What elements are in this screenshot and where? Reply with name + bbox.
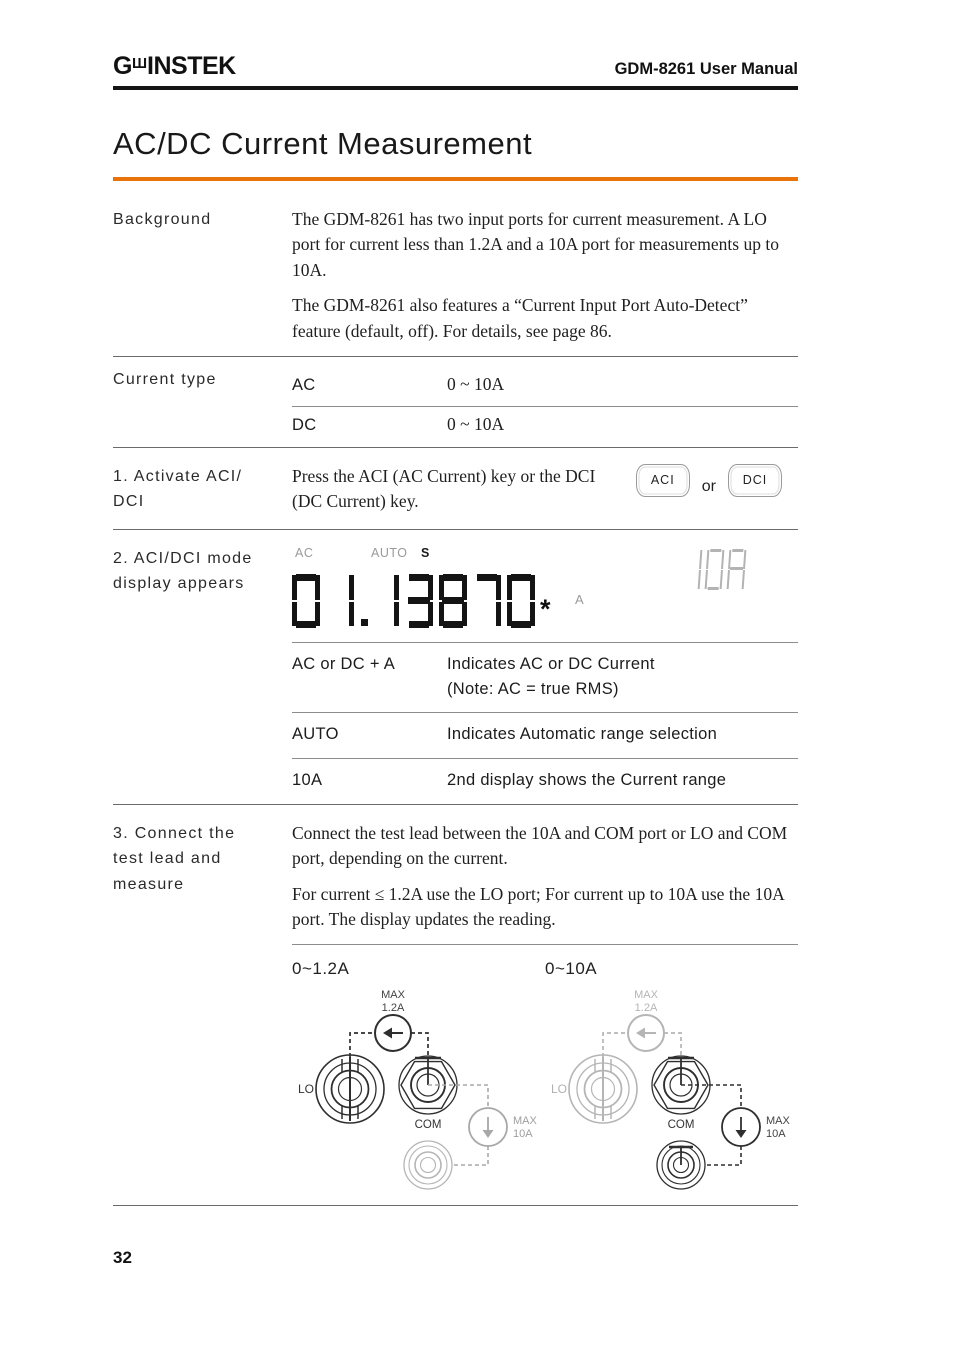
- ammeter-10a: [469, 1108, 538, 1146]
- step3-para1: Connect the test lead between the 10A and COM port or LO and COM port, depending on the current.: [292, 822, 788, 869]
- or-label: or: [701, 477, 716, 495]
- svg-text:10A: 10A: [766, 1128, 786, 1141]
- term: AC or DC + A: [292, 654, 396, 673]
- step3-section: [113, 821, 798, 1196]
- diagram-high-graphic: [545, 987, 798, 1195]
- diagram-high-label: 0~10A: [545, 959, 598, 979]
- term: AUTO: [292, 725, 339, 744]
- connection-diagrams: [292, 959, 798, 1195]
- unit-indicator: A: [575, 591, 585, 607]
- table-row: [292, 713, 798, 759]
- step2-section: [113, 546, 798, 804]
- gwinstek-logo: [113, 52, 236, 81]
- page-header: [113, 0, 798, 81]
- description: Indicates AC or DC Current (Note: AC = true RMS): [447, 654, 655, 698]
- annunciator-auto: AUTO: [371, 545, 408, 560]
- connection-diagram-low: [292, 959, 545, 1195]
- current-type-ac: AC: [292, 375, 316, 394]
- section-divider: [113, 529, 798, 530]
- background-para2: The GDM-8261 also features a “Current Input Port Auto-Detect” feature (default, off). For details, see page 86.: [292, 295, 748, 341]
- logo-instek: INSTEK: [147, 52, 236, 80]
- svg-text:1.2A: 1.2A: [634, 1002, 658, 1015]
- logo-g: G: [113, 52, 132, 80]
- title-accent-rule: [113, 177, 798, 181]
- annunciator-s: S: [421, 545, 430, 560]
- page-title: AC/DC Current Measurement: [113, 126, 533, 161]
- section-divider: [113, 804, 798, 805]
- manual-title: GDM-8261 User Manual: [614, 60, 798, 78]
- ammeter-10a: [722, 1108, 791, 1146]
- lcd-display: [292, 546, 798, 642]
- section-divider: [113, 447, 798, 448]
- logo-w-glyph: Ш: [131, 55, 147, 72]
- svg-text:MAX: MAX: [766, 1115, 790, 1128]
- current-type-table: [292, 367, 798, 447]
- current-range-ac: 0 ~ 10A: [447, 373, 505, 394]
- description: Indicates Automatic range selection: [447, 725, 718, 744]
- port-10a: [404, 1141, 452, 1189]
- step1-section: [113, 464, 798, 515]
- step3-divider: [292, 944, 798, 945]
- step3-label: 3. Connect the test lead and measure: [113, 824, 236, 893]
- com-label: COM: [667, 1119, 695, 1132]
- svg-text:10A: 10A: [513, 1128, 533, 1141]
- header-rule: [113, 86, 798, 90]
- table-row: [292, 643, 798, 714]
- lo-port: [569, 1055, 637, 1123]
- asterisk-indicator: *: [540, 593, 551, 624]
- page-bottom-rule: [113, 1205, 798, 1206]
- background-label: Background: [113, 211, 212, 228]
- svg-text:1.2A: 1.2A: [381, 1002, 405, 1015]
- com-label: COM: [414, 1119, 442, 1132]
- svg-text:MAX: MAX: [634, 989, 658, 1002]
- diagram-low-label: 0~1.2A: [292, 959, 350, 979]
- lo-label: LO: [550, 1082, 568, 1097]
- current-type-label: Current type: [113, 370, 217, 388]
- step1-label: 1. Activate ACI/ DCI: [113, 467, 243, 511]
- front-panel-keys: [636, 464, 782, 497]
- current-range-dc: 0 ~ 10A: [447, 414, 505, 435]
- dci-key: DCI: [728, 464, 782, 497]
- aci-key: ACI: [636, 464, 690, 497]
- page-number: 32: [113, 1248, 132, 1267]
- table-row: [292, 407, 798, 446]
- step2-label: 2. ACI/DCI mode display appears: [113, 549, 253, 593]
- svg-text:MAX: MAX: [513, 1115, 537, 1128]
- secondary-sevenseg-readout: [683, 549, 752, 590]
- background-para1: The GDM-8261 has two input ports for current measurement. A LO port for current less than 1.2A and a 10A port for measurements up to 10A.: [292, 209, 779, 280]
- background-section: [113, 207, 798, 344]
- table-row: [292, 759, 798, 804]
- lo-label: LO: [297, 1082, 315, 1097]
- main-sevenseg-readout: [292, 574, 541, 628]
- description: 2nd display shows the Current range: [447, 771, 727, 790]
- term: 10A: [292, 771, 323, 790]
- svg-text:MAX: MAX: [381, 989, 405, 1002]
- ammeter-low: [375, 989, 411, 1051]
- step1-text: Press the ACI (AC Current) key or the DCI (DC Current) key.: [292, 465, 596, 511]
- step3-para2: For current ≤ 1.2A use the LO port; For current up to 10A use the 10A port. The display updates the reading.: [292, 883, 784, 929]
- step3-body: [292, 821, 798, 1196]
- section-divider: [113, 356, 798, 357]
- connection-diagram-high: [545, 959, 798, 1195]
- ammeter-low: [628, 989, 664, 1051]
- background-body: [292, 207, 798, 344]
- port-10a: [657, 1141, 705, 1189]
- current-type-dc: DC: [292, 416, 317, 435]
- step1-body: [292, 464, 798, 515]
- lo-port: [316, 1055, 384, 1123]
- diagram-low-graphic: [292, 987, 545, 1195]
- table-row: [292, 367, 798, 407]
- current-type-section: [113, 367, 798, 447]
- annunciator-ac: AC: [295, 545, 314, 560]
- step2-body: [292, 546, 798, 804]
